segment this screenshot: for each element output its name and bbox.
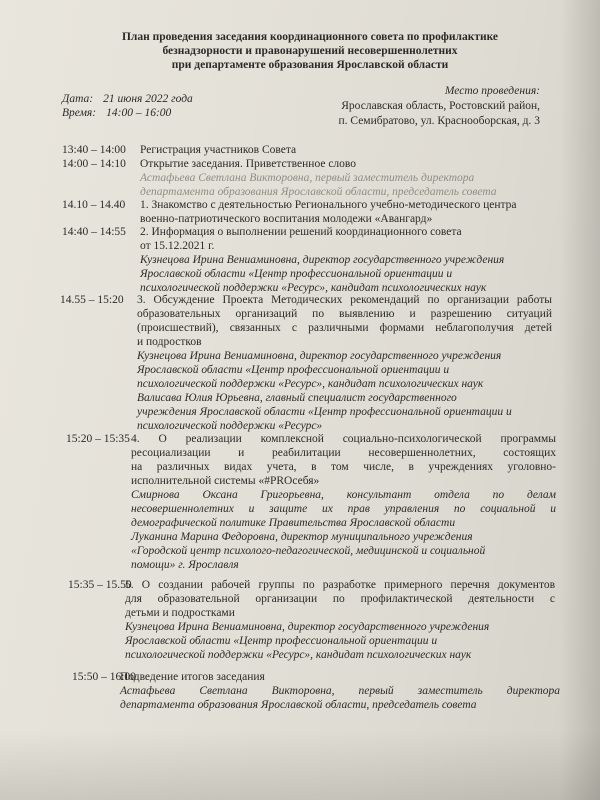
agenda-text-line: образовательных организаций по выявлению и разрешению ситуаций [137, 308, 552, 320]
agenda-text-line: для образовательной организации по профилактической деятельности с [125, 593, 555, 605]
agenda-text-line: 2. Информация о выполнении решений координационного совета [140, 226, 462, 238]
place-block [318, 84, 540, 129]
speaker-line: Ярославской области «Центр профессиональной ориентации и [140, 268, 453, 280]
agenda-time: 14:40 – 14:55 [62, 226, 126, 238]
speaker-line: помощи» г. Ярославля [131, 559, 239, 571]
page-shadow-bottom [0, 730, 600, 800]
agenda-time: 13:40 – 14:00 [62, 144, 126, 156]
agenda-text-line: 5. О создании рабочей группы по разработке примерного перечня документов [125, 579, 555, 591]
speaker-line: Валисава Юлия Юрьевна, главный специалист государственного [137, 392, 457, 404]
speaker-line: Ярославской области «Центр профессиональной ориентации и [125, 635, 438, 647]
speaker-line: Луканина Марина Федоровна, директор муниципального учреждения [131, 531, 473, 543]
agenda-text-line: детьми и подростками [125, 607, 235, 619]
speaker-line: департамента образования Ярославской области, председатель совета [120, 699, 477, 711]
agenda-text-line: 4. О реализации комплексной социально-психологической программы [131, 433, 556, 445]
agenda-text-line: 3. Обсуждение Проекта Методических рекомендаций по организации работы [137, 294, 552, 306]
title-line: безнадзорности и правонарушений несовершеннолетних [162, 45, 458, 57]
agenda-text-line: Подведение итогов заседания [120, 671, 265, 683]
agenda-text-line: на различных видах учета, в том числе, в учреждениях уголовно- [131, 461, 556, 473]
agenda-text-line: военно-патриотического воспитания молодежи «Авангард» [140, 213, 433, 225]
agenda-body [120, 670, 560, 712]
time-value: 14:00 – 16:00 [106, 107, 172, 119]
title-line: План проведения заседания координационного совета по профилактике [121, 31, 499, 43]
date-label: Дата: [62, 93, 94, 105]
agenda-text-line: (происшествий), связанных с различными формами неблагополучия детей [137, 322, 552, 334]
date-time-block [62, 92, 193, 120]
agenda-body [137, 293, 552, 433]
agenda-text-line: Открытие заседания. Приветственное слово [140, 158, 357, 170]
agenda-time: 15:50 – 16:00 [72, 671, 136, 683]
speaker-line: Кузнецова Ирина Вениаминовна, директор государственного учреждения [125, 621, 490, 633]
speaker-line: «Городской центр психолого-педагогической, медицинской и социальной [131, 545, 486, 557]
agenda-body [125, 578, 555, 662]
agenda-time: 15:35 – 15.50 [68, 579, 132, 591]
agenda-text-line: ресоциализации и реабилитации несовершеннолетних, состоящих [131, 447, 556, 459]
speaker-line: Кузнецова Ирина Вениаминовна, директор государственного учреждения [137, 350, 502, 362]
agenda-text-line: исполнительной системы «#PROсебя» [131, 475, 320, 487]
speaker-line: психологической поддержки «Ресурс», кандидат психологических наук [137, 378, 484, 390]
place-line: п. Семибратово, ул. Краснооборская, д. 3 [338, 115, 540, 127]
speaker-line: Кузнецова Ирина Вениаминовна, директор государственного учреждения [140, 254, 505, 266]
agenda-body [131, 432, 556, 572]
agenda-time: 15:20 – 15:35 [66, 433, 130, 445]
speaker-line: психологической поддержки «Ресурс», кандидат психологических наук [140, 282, 487, 294]
title-line: при департаменте образования Ярославской области [171, 59, 449, 71]
agenda-text-line: от 15.12.2021 г. [140, 240, 215, 252]
agenda-body [140, 225, 545, 295]
agenda-body [140, 198, 555, 226]
place-label: Место проведения: [444, 85, 540, 97]
speaker-line: Астафьева Светлана Викторовна, первый заместитель директора [120, 685, 560, 697]
speaker-line: демографической политике Правительства Ярославской области [131, 517, 456, 529]
speaker-line: Ярославской области «Центр профессиональной ориентации и [137, 364, 450, 376]
speaker-line: несовершеннолетних и защите их прав управления по социальной и [131, 503, 556, 515]
agenda-text-line: 1. Знакомство с деятельностью Регионального учебно-методического центра [140, 199, 517, 211]
speaker-line: Астафьева Светлана Викторовна, первый заместитель директора [140, 172, 475, 184]
page-shadow [560, 0, 600, 800]
document-title [90, 30, 530, 72]
speaker-line: Смирнова Оксана Григорьевна, консультант отдела по делам [131, 489, 556, 501]
agenda-body [140, 143, 540, 157]
agenda-time: 14.55 – 15:20 [60, 294, 124, 306]
speaker-line: департамента образования Ярославской области, председатель совета [140, 186, 497, 198]
agenda-time: 14:00 – 14:10 [62, 158, 126, 170]
speaker-line: психологической поддержки «Ресурс» [137, 420, 323, 432]
speaker-line: учреждения Ярославской области «Центр профессиональной ориентации и [137, 406, 512, 418]
date-value: 21 июня 2022 года [103, 93, 193, 105]
place-line: Ярославская область, Ростовский район, [341, 100, 540, 112]
agenda-body [140, 157, 540, 199]
agenda-text-line: и подростков [137, 336, 202, 348]
agenda-time: 14.10 – 14.40 [62, 199, 126, 211]
speaker-line: психологической поддержки «Ресурс», кандидат психологических наук [125, 649, 472, 661]
time-label: Время: [62, 107, 97, 119]
agenda-text-line: Регистрация участников Совета [140, 144, 297, 156]
